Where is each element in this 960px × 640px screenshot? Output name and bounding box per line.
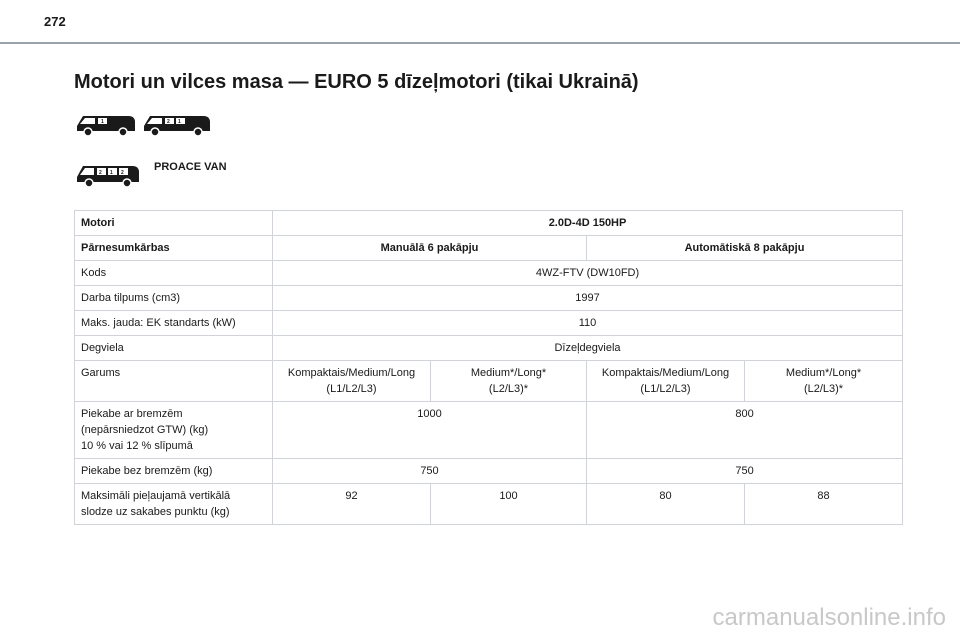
length-value: Medium*/Long* (L2/L3)*	[431, 361, 587, 402]
svg-text:2: 2	[167, 119, 170, 125]
vertical-load-value: 80	[587, 484, 745, 525]
table-row-power	[75, 311, 903, 336]
table-row-braked-trailer	[75, 402, 903, 459]
table-row-displacement	[75, 286, 903, 311]
table-row-length	[75, 361, 903, 402]
table-row-vertical-load	[75, 484, 903, 525]
van-icon-3-doors	[75, 163, 141, 189]
length-label: Garums	[75, 361, 273, 402]
table-row-unbraked-trailer	[75, 459, 903, 484]
unbraked-trailer-manual: 750	[273, 459, 587, 484]
power-label: Maks. jauda: EK standarts (kW)	[75, 311, 273, 336]
engine-value: 2.0D-4D 150HP	[273, 211, 903, 236]
model-label: PROACE VAN	[154, 161, 227, 173]
svg-text:2: 2	[99, 170, 102, 176]
code-value: 4WZ-FTV (DW10FD)	[273, 261, 903, 286]
power-value: 110	[273, 311, 903, 336]
vertical-load-value: 88	[745, 484, 903, 525]
length-value: Kompaktais/Medium/Long (L1/L2/L3)	[587, 361, 745, 402]
unbraked-trailer-label: Piekabe bez bremzēm (kg)	[75, 459, 273, 484]
vertical-load-value: 92	[273, 484, 431, 525]
displacement-label: Darba tilpums (cm3)	[75, 286, 273, 311]
spec-table	[74, 210, 903, 525]
section-title: Motori un vilces masa — EURO 5 dīzeļmotori (tikai Ukrainā)	[74, 71, 639, 93]
van-icon-1-side-door	[75, 113, 137, 137]
watermark: carmanualsonline.info	[712, 604, 946, 631]
braked-trailer-label: Piekabe ar bremzēm (nepārsniedzot GTW) (kg) 10 % vai 12 % slīpumā	[75, 402, 273, 459]
length-value: Medium*/Long* (L2/L3)*	[745, 361, 903, 402]
table-row-engine	[75, 211, 903, 236]
fuel-value: Dīzeļdegviela	[273, 336, 903, 361]
unbraked-trailer-auto: 750	[587, 459, 903, 484]
gearbox-label: Pārnesumkārbas	[75, 236, 273, 261]
vertical-load-label: Maksimāli pieļaujamā vertikālā slodze uz sakabes punktu (kg)	[75, 484, 273, 525]
table-row-gearbox	[75, 236, 903, 261]
length-value: Kompaktais/Medium/Long (L1/L2/L3)	[273, 361, 431, 402]
svg-text:2: 2	[121, 170, 124, 176]
fuel-label: Degviela	[75, 336, 273, 361]
gearbox-auto: Automātiskā 8 pakāpju	[587, 236, 903, 261]
engine-label: Motori	[75, 211, 273, 236]
svg-text:1: 1	[110, 170, 113, 176]
vertical-load-value: 100	[431, 484, 587, 525]
svg-text:1: 1	[101, 119, 104, 125]
header-divider	[0, 42, 960, 44]
table-row-code	[75, 261, 903, 286]
page-number: 272	[44, 14, 66, 29]
braked-trailer-auto: 800	[587, 402, 903, 459]
svg-text:1: 1	[178, 119, 181, 125]
table-row-fuel	[75, 336, 903, 361]
code-label: Kods	[75, 261, 273, 286]
braked-trailer-manual: 1000	[273, 402, 587, 459]
van-icon-2-side-doors	[142, 113, 212, 137]
gearbox-manual: Manuālā 6 pakāpju	[273, 236, 587, 261]
displacement-value: 1997	[273, 286, 903, 311]
